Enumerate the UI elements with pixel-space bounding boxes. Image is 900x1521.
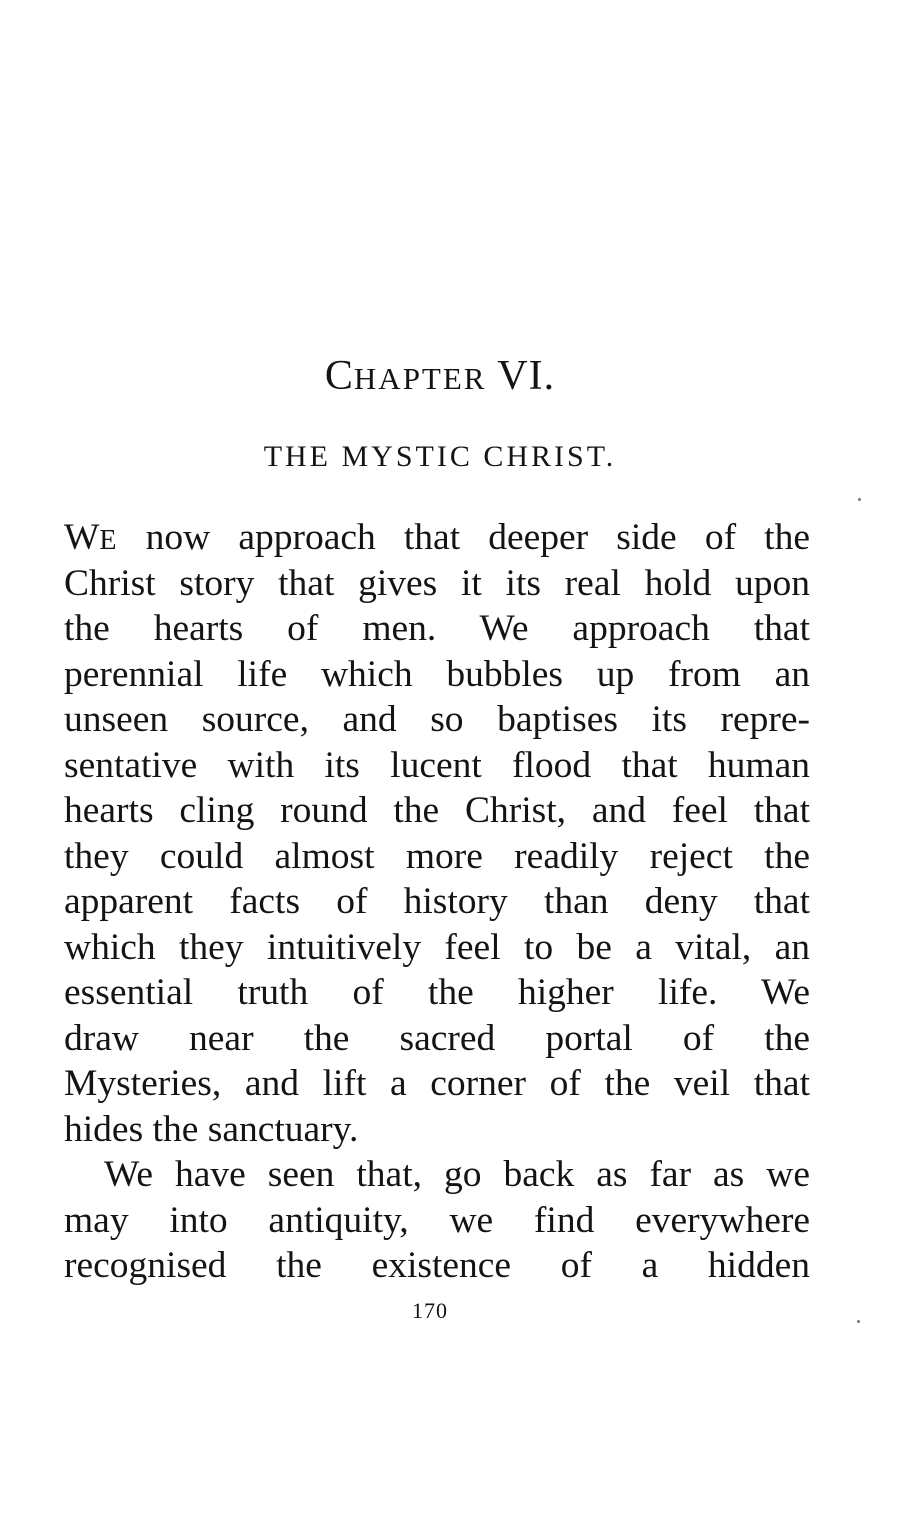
- text-line: hides the sanctuary.: [64, 1108, 359, 1150]
- text-line: We have seen that, go back as far as we: [104, 1154, 810, 1195]
- page-number: 170: [412, 1298, 448, 1323]
- text-line: recognised the existence of a hidden: [64, 1245, 810, 1286]
- text-line: Christ story that gives it its real hold upon: [64, 562, 810, 604]
- text-line: hearts cling round the Christ, and feel that: [64, 790, 810, 831]
- body-text: [64, 515, 810, 1289]
- text-line: the hearts of men. We approach that: [64, 608, 810, 649]
- scan-speck: [857, 1320, 860, 1323]
- text-line: apparent facts of history than deny that: [64, 881, 810, 922]
- text-line: essential truth of the higher life. We: [64, 972, 810, 1013]
- chapter-heading: [0, 355, 880, 397]
- text-line: may into antiquity, we find everywhere: [64, 1199, 810, 1241]
- chapter-label-rest: HAPTER: [353, 361, 487, 396]
- chapter-label-initial: C: [324, 353, 354, 399]
- text-line: which they intuitively feel to be a vital, an: [64, 926, 810, 968]
- scan-speck: [858, 498, 861, 501]
- text-line: WE now approach that deeper side of the: [64, 517, 810, 558]
- text-line: perennial life which bubbles up from an: [64, 653, 810, 695]
- text-line: draw near the sacred portal of the: [64, 1017, 810, 1059]
- chapter-title: THE MYSTIC CHRIST.: [263, 440, 617, 473]
- text-line: Mysteries, and lift a corner of the veil that: [64, 1063, 810, 1104]
- chapter-number: VI.: [497, 353, 556, 399]
- text-line: sentative with its lucent flood that human: [64, 744, 810, 786]
- opening-word: WE: [64, 517, 118, 558]
- text-line: they could almost more readily reject the: [64, 835, 810, 877]
- text-line: unseen source, and so baptises its repre-: [64, 699, 810, 740]
